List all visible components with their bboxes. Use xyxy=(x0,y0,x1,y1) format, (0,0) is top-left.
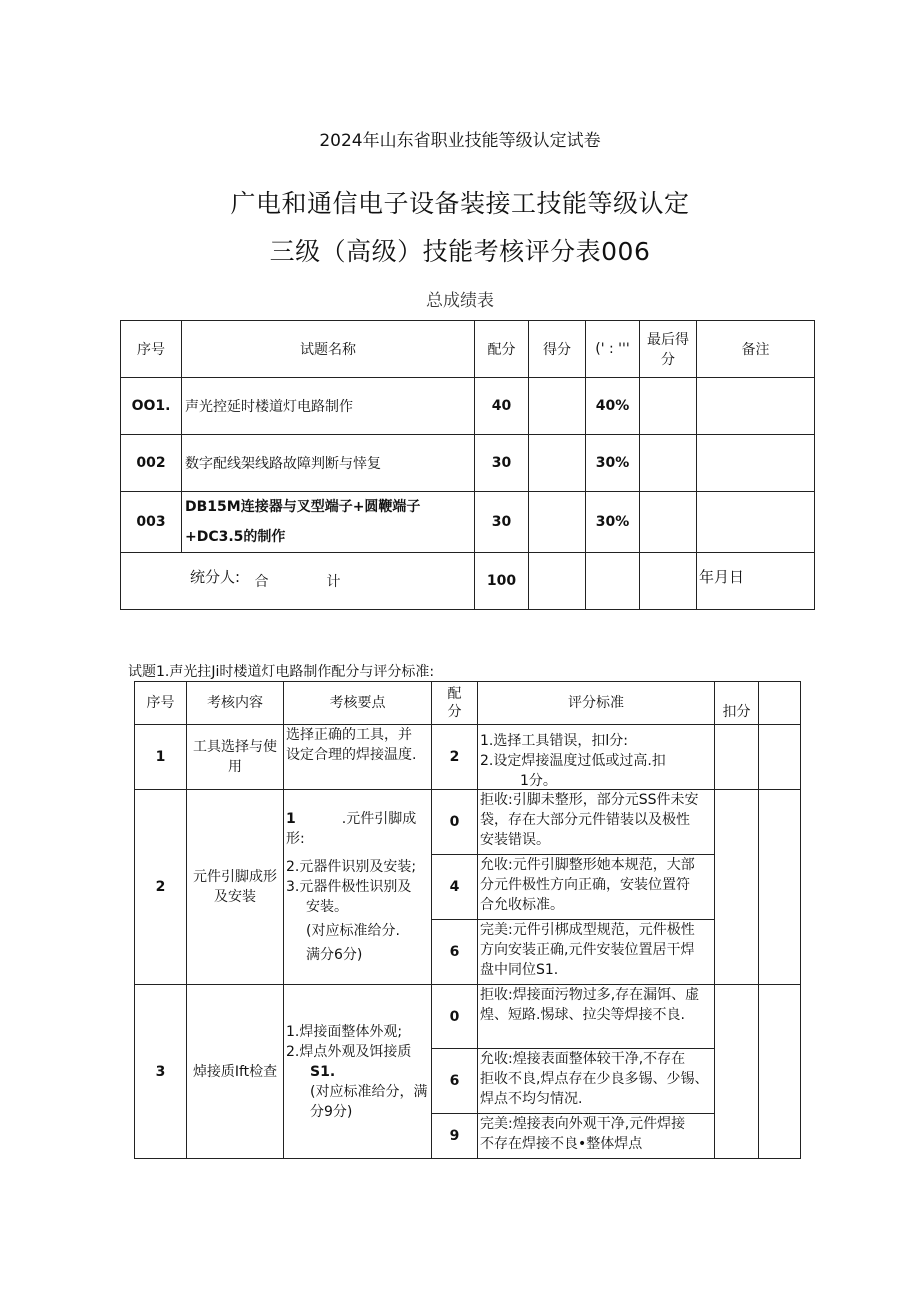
row-name xyxy=(182,492,475,553)
row-name-line1: DB15M连接器与叉型端子+圆鞭端子 xyxy=(185,499,421,515)
item2-level4-line2: 分元件极性方向正确，安装位置符 xyxy=(480,877,690,893)
total-weight xyxy=(586,553,640,610)
row-score: 30 xyxy=(475,492,529,553)
item3-points xyxy=(284,985,432,1159)
criteria-item-2-level-0 xyxy=(135,790,801,855)
item2-content-line2: 及安装 xyxy=(214,889,256,905)
row-weight: 30% xyxy=(586,492,640,553)
item1-points-line1: 选择正确的工具，并 xyxy=(286,727,412,743)
row-name-line2: +DC3.5的制作 xyxy=(185,529,286,545)
item2-seq: 2 xyxy=(135,790,187,985)
item3-points-line4: (对应标准给分，满 xyxy=(310,1083,428,1100)
main-title-line1: 广电和通信电子设备装接工技能等级认定 xyxy=(230,189,690,218)
total-label-part2: 计 xyxy=(326,574,341,590)
item3-points-line1: 1.焊接面整体外观; xyxy=(286,1023,403,1040)
item2-level6-line2: 方向安装正确,元件安装位置居干焊 xyxy=(480,942,695,958)
item2-level6-standard xyxy=(478,920,715,985)
summary-caption: 总成绩表 xyxy=(426,291,494,311)
item3-level6-line2: 拒收不良,焊点存在少良多锡、少锡、 xyxy=(480,1071,709,1087)
item3-level0-standard xyxy=(478,985,715,1049)
table-row xyxy=(121,435,815,492)
item2-deduct xyxy=(715,790,759,985)
item2-level6-score: 6 xyxy=(432,920,478,985)
criteria-item-3-level-0 xyxy=(135,985,801,1049)
item2-content xyxy=(187,790,284,985)
header-got: 得分 xyxy=(529,321,586,378)
item1-standard xyxy=(478,725,715,790)
item3-level9-line1: 完美:煌接表向外观干净,元件焊接 xyxy=(480,1116,686,1132)
item3-level0-line1: 拒收:焊接面污物过多,存在漏饵、虚 xyxy=(480,987,700,1003)
item1-points-line2: 设定合理的焊接温度. xyxy=(286,747,417,763)
item3-level6-score: 6 xyxy=(432,1049,478,1114)
total-final xyxy=(640,553,697,610)
item2-level0-line1: 拒收:引脚未整形，部分元SS件未安 xyxy=(480,792,699,808)
crit-header-content: 考核内容 xyxy=(187,682,284,725)
crit-header-points: 考核要点 xyxy=(284,682,432,725)
row-got xyxy=(529,492,586,553)
item1-seq: 1 xyxy=(135,725,187,790)
item2-points-line4: 3.元器件极性识别及 xyxy=(286,879,412,895)
item3-blank xyxy=(759,985,801,1159)
row-final xyxy=(640,378,697,435)
item3-level9-score: 9 xyxy=(432,1114,478,1159)
main-title-line2: 三级（高级）技能考核评分表006 xyxy=(269,237,651,266)
row-name: 声光控延时楼道灯电路制作 xyxy=(182,378,475,435)
item3-level6-standard xyxy=(478,1049,715,1114)
row-seq: OO1. xyxy=(121,378,182,435)
header-final-line1: 最后得 xyxy=(647,332,689,348)
date-label: 年月日 xyxy=(699,568,745,586)
total-label-part1: 合 xyxy=(254,574,269,590)
crit-header-blank xyxy=(759,682,801,725)
row-got xyxy=(529,435,586,492)
item1-content xyxy=(187,725,284,790)
item3-deduct xyxy=(715,985,759,1159)
item1-standard-line2: 2.设定焊接温度过低或过高.扣 xyxy=(480,753,666,769)
item2-content-line1: 元件引脚成形 xyxy=(193,869,277,885)
item2-points xyxy=(284,790,432,985)
item1-points xyxy=(284,725,432,790)
item2-points-line1 xyxy=(286,809,431,829)
exam-title: 2024年山东省职业技能等级认定试卷 xyxy=(319,131,601,151)
crit-header-deduct: 扣分 xyxy=(715,682,759,725)
row-final xyxy=(640,435,697,492)
item2-blank xyxy=(759,790,801,985)
row-final xyxy=(640,492,697,553)
item3-level9-line2: 不存在焊接不良•整体焊点 xyxy=(480,1136,643,1152)
item2-level0-line2: 袋，存在大部分元件错装以及极性 xyxy=(480,812,690,828)
total-score: 100 xyxy=(475,553,529,610)
criteria-header-row xyxy=(135,682,801,725)
header-score: 配分 xyxy=(475,321,529,378)
table-row xyxy=(121,378,815,435)
row-score: 40 xyxy=(475,378,529,435)
row-score: 30 xyxy=(475,435,529,492)
criteria-table xyxy=(134,681,801,1159)
item2-level6-line1: 完美:元件引梆成型规范，元件极性 xyxy=(480,922,695,938)
criteria-caption: 试题1.声光拄Ji时楼道灯电路制作配分与评分标准: xyxy=(128,664,435,680)
item2-points-line3: 2.元器件识别及安装; xyxy=(286,859,417,875)
row-seq: 003 xyxy=(121,492,182,553)
item1-standard-line3: 1分。 xyxy=(520,773,557,789)
header-note: 备注 xyxy=(697,321,815,378)
item3-level9-standard xyxy=(478,1114,715,1159)
header-name: 试题名称 xyxy=(182,321,475,378)
item3-level6-line1: 允收:煌接表面整体较干净,不存在 xyxy=(480,1051,686,1067)
header-weight: (' : ''' xyxy=(586,321,640,378)
item1-content-line2: 用 xyxy=(228,759,242,775)
total-label xyxy=(121,553,475,610)
item1-blank xyxy=(759,725,801,790)
item2-points-line2: 形: xyxy=(286,831,305,847)
item1-score: 2 xyxy=(432,725,478,790)
crit-header-standard: 评分标准 xyxy=(478,682,715,725)
crit-header-score xyxy=(432,682,478,725)
item2-level4-line3: 合允收标准。 xyxy=(480,897,564,913)
crit-header-score-line2: 分 xyxy=(447,704,462,720)
item2-points-line5: 安装。 xyxy=(306,899,348,915)
item1-content-line1: 工具选择与使 xyxy=(193,739,277,755)
row-seq: 002 xyxy=(121,435,182,492)
criteria-item-1 xyxy=(135,725,801,790)
item3-seq: 3 xyxy=(135,985,187,1159)
row-name: 数字配线架线路故障判断与悻复 xyxy=(182,435,475,492)
row-note xyxy=(697,378,815,435)
item2-points-line1b: .元件引脚成 xyxy=(341,811,417,827)
item2-level4-line1: 允收:元件引脚整形她本规范，大部 xyxy=(480,857,695,873)
item1-deduct xyxy=(715,725,759,790)
crit-header-score-line1: 配 xyxy=(447,686,462,702)
table-row xyxy=(121,492,815,553)
row-note xyxy=(697,435,815,492)
item2-level0-standard xyxy=(478,790,715,855)
header-final-line2: 分 xyxy=(661,352,675,368)
item2-level0-score: 0 xyxy=(432,790,478,855)
item3-level6-line3: 焊点不均匀情况. xyxy=(480,1091,583,1107)
row-note xyxy=(697,492,815,553)
item3-points-line2: 2.焊点外观及饵接质 xyxy=(286,1043,412,1060)
summary-header-row xyxy=(121,321,815,378)
item2-level4-score: 4 xyxy=(432,855,478,920)
item1-standard-line1: 1.选择工具错误，扣l分: xyxy=(480,733,628,749)
item2-level4-standard xyxy=(478,855,715,920)
item2-points-line6: (对应标准给分. xyxy=(306,923,400,939)
total-got xyxy=(529,553,586,610)
item3-level0-line2: 煌、短路.惕球、拉尖等焊接不良. xyxy=(480,1007,685,1023)
item3-points-line3: S1. xyxy=(310,1063,336,1080)
crit-header-seq: 序号 xyxy=(135,682,187,725)
row-weight: 40% xyxy=(586,378,640,435)
row-weight: 30% xyxy=(586,435,640,492)
item2-level6-line3: 盘中同位S1. xyxy=(480,962,559,978)
header-seq: 序号 xyxy=(121,321,182,378)
item3-content: 焯接质Ift检查 xyxy=(187,985,284,1159)
scorer-label: 统分人: xyxy=(190,568,241,586)
item3-level0-score: 0 xyxy=(432,985,478,1049)
item3-points-line5: 分9分) xyxy=(310,1103,353,1120)
item2-level0-line3: 安装错误。 xyxy=(480,832,550,848)
row-got xyxy=(529,378,586,435)
header-final xyxy=(640,321,697,378)
item2-points-line1a: 1 xyxy=(286,811,296,827)
item2-points-line7: 满分6分) xyxy=(306,947,363,963)
